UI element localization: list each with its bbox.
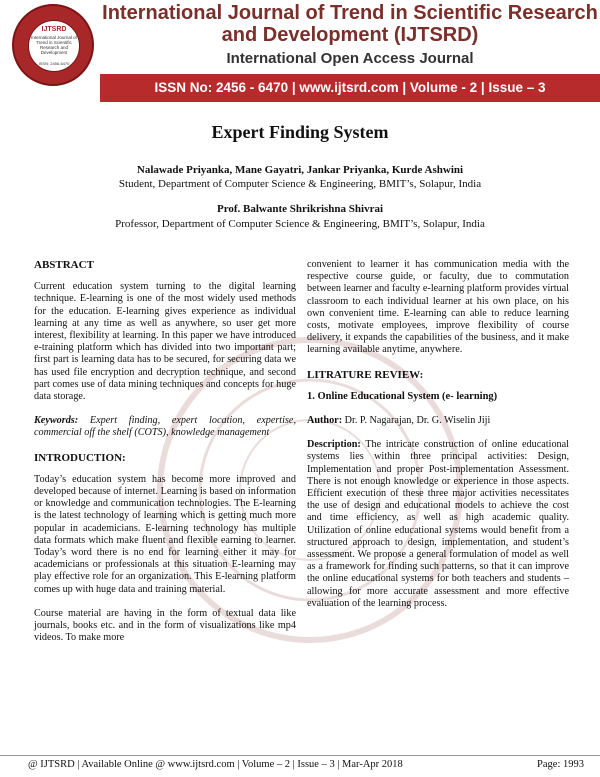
- paper-title: Expert Finding System: [211, 122, 389, 142]
- keywords: [34, 415, 296, 439]
- author-list: Nalawade Priyanka, Mane Gayatri, Jankar Priyanka, Kurde Ashwini: [136, 164, 464, 176]
- logo-fullname: International Journal of Trend in Scientific Research and Development: [31, 35, 77, 55]
- journal-logo: [12, 4, 94, 86]
- open-access-label: International Open Access Journal: [226, 50, 474, 67]
- keywords-text: Expert finding, expert location, expertise, commercial off the shelf (COTS), knowledge management: [34, 415, 296, 439]
- literature-review-heading: LITRATURE REVIEW:: [307, 368, 424, 381]
- description-label: Description:: [307, 439, 361, 451]
- author-label: Author:: [307, 415, 343, 427]
- journal-header: [0, 0, 600, 112]
- keywords-label: Keywords:: [34, 415, 79, 427]
- author-names: Dr. P. Nagarajan, Dr. G. Wiselin Jiji: [344, 415, 491, 427]
- issn-banner: [100, 74, 600, 102]
- professor-affiliation: Professor, Department of Computer Science & Engineering, BMIT’s, Solapur, India: [115, 218, 485, 230]
- review-author: [307, 415, 569, 427]
- description-text: The intricate construction of online educational systems lies within three principal activities: Design, Implementation and proper Post-implementation Assessment. There is not enough knowledge or experience in those aspects. Efficient execution of these three major activities necessitates the use of design and educational models to achieve the cost and time efficiency, as well as high academic quality. Utilization of online educational systems would benefit from a structured approach to design, implementation, and student’s assessment. We propose a general formulation of model as well as a framework for finding such patterns, so that it can improve the online educational systems for both teachers and students – allowing for more accurate assessment and more effective evaluation of the learning process.: [307, 439, 569, 609]
- page-number: Page: 1993: [537, 759, 584, 770]
- logo-acronym: IJTSRD: [41, 26, 67, 33]
- review-description: [307, 439, 569, 610]
- issn-line: ISSN No: 2456 - 6470 | www.ijtsrd.com | Volume - 2 | Issue – 3: [154, 80, 546, 95]
- abstract-heading: ABSTRACT: [34, 259, 94, 271]
- review-item-heading: 1. Online Educational System (e- learning): [307, 390, 498, 402]
- introduction-continuation: convenient to learner it has communication media with the respective course guide, or faculty, due to commutation between learner and faculty e-learning platform provides virtual classroom to each individual learner at his own place, on his own convenient time. E-learning can able to reduce learning costs, motivate employees, improve flexibility of course delivery, it expands the capabilities of the business, and it make learning available anytime, anywhere.: [307, 259, 569, 356]
- introduction-heading: INTRODUCTION:: [34, 451, 126, 464]
- journal-title: International Journal of Trend in Scientific Research and Development (IJTSRD): [102, 2, 598, 46]
- introduction-para-2: Course material are having in the form of textual data like journals, books etc. and in the form of visualizations like mp4 videos. To make more: [34, 607, 296, 644]
- abstract-text: Current education system turning to the digital learning technique. E-learning is one of the most widely used methods for the education. E-learning gives experience as individual learning at any time as well as anywhere, so user get more interest, flexibility at learning. In this paper we have introduced e-training platform which has divided into two important part; first part is learning data has to be secured, for securing data we has used file encryption and decryption technique, and second part comes use of data mining techniques and concepts for huge data storage.: [34, 281, 296, 403]
- left-column: [34, 259, 296, 644]
- footer-citation: @ IJTSRD | Available Online @ www.ijtsrd.com | Volume – 2 | Issue – 3 | Mar-Apr 2018: [28, 759, 403, 770]
- right-column: [307, 259, 569, 610]
- professor-name: Prof. Balwante Shrikrishna Shivrai: [216, 203, 384, 215]
- introduction-para-1: Today’s education system has become more improved and developed because of internet. Learning is based on information or knowledge and communication technologies. The E-learning is the latest technology of learning which is getting much more popular in academicians. E-learning technology has multiple data formats which make fluent and flexible earning to learner. Today’s word there is no end for learning either it may for academicians or professionals at this situation E-learning may play effective role for an organization. This E-learning platform comes up with huge data and training material.: [34, 473, 296, 595]
- page-footer: [0, 755, 600, 777]
- logo-center: [28, 20, 80, 72]
- author-affiliation: Student, Department of Computer Science & Engineering, BMIT’s, Solapur, India: [118, 178, 482, 190]
- logo-issn: ISSN: 2456-6470: [38, 61, 70, 66]
